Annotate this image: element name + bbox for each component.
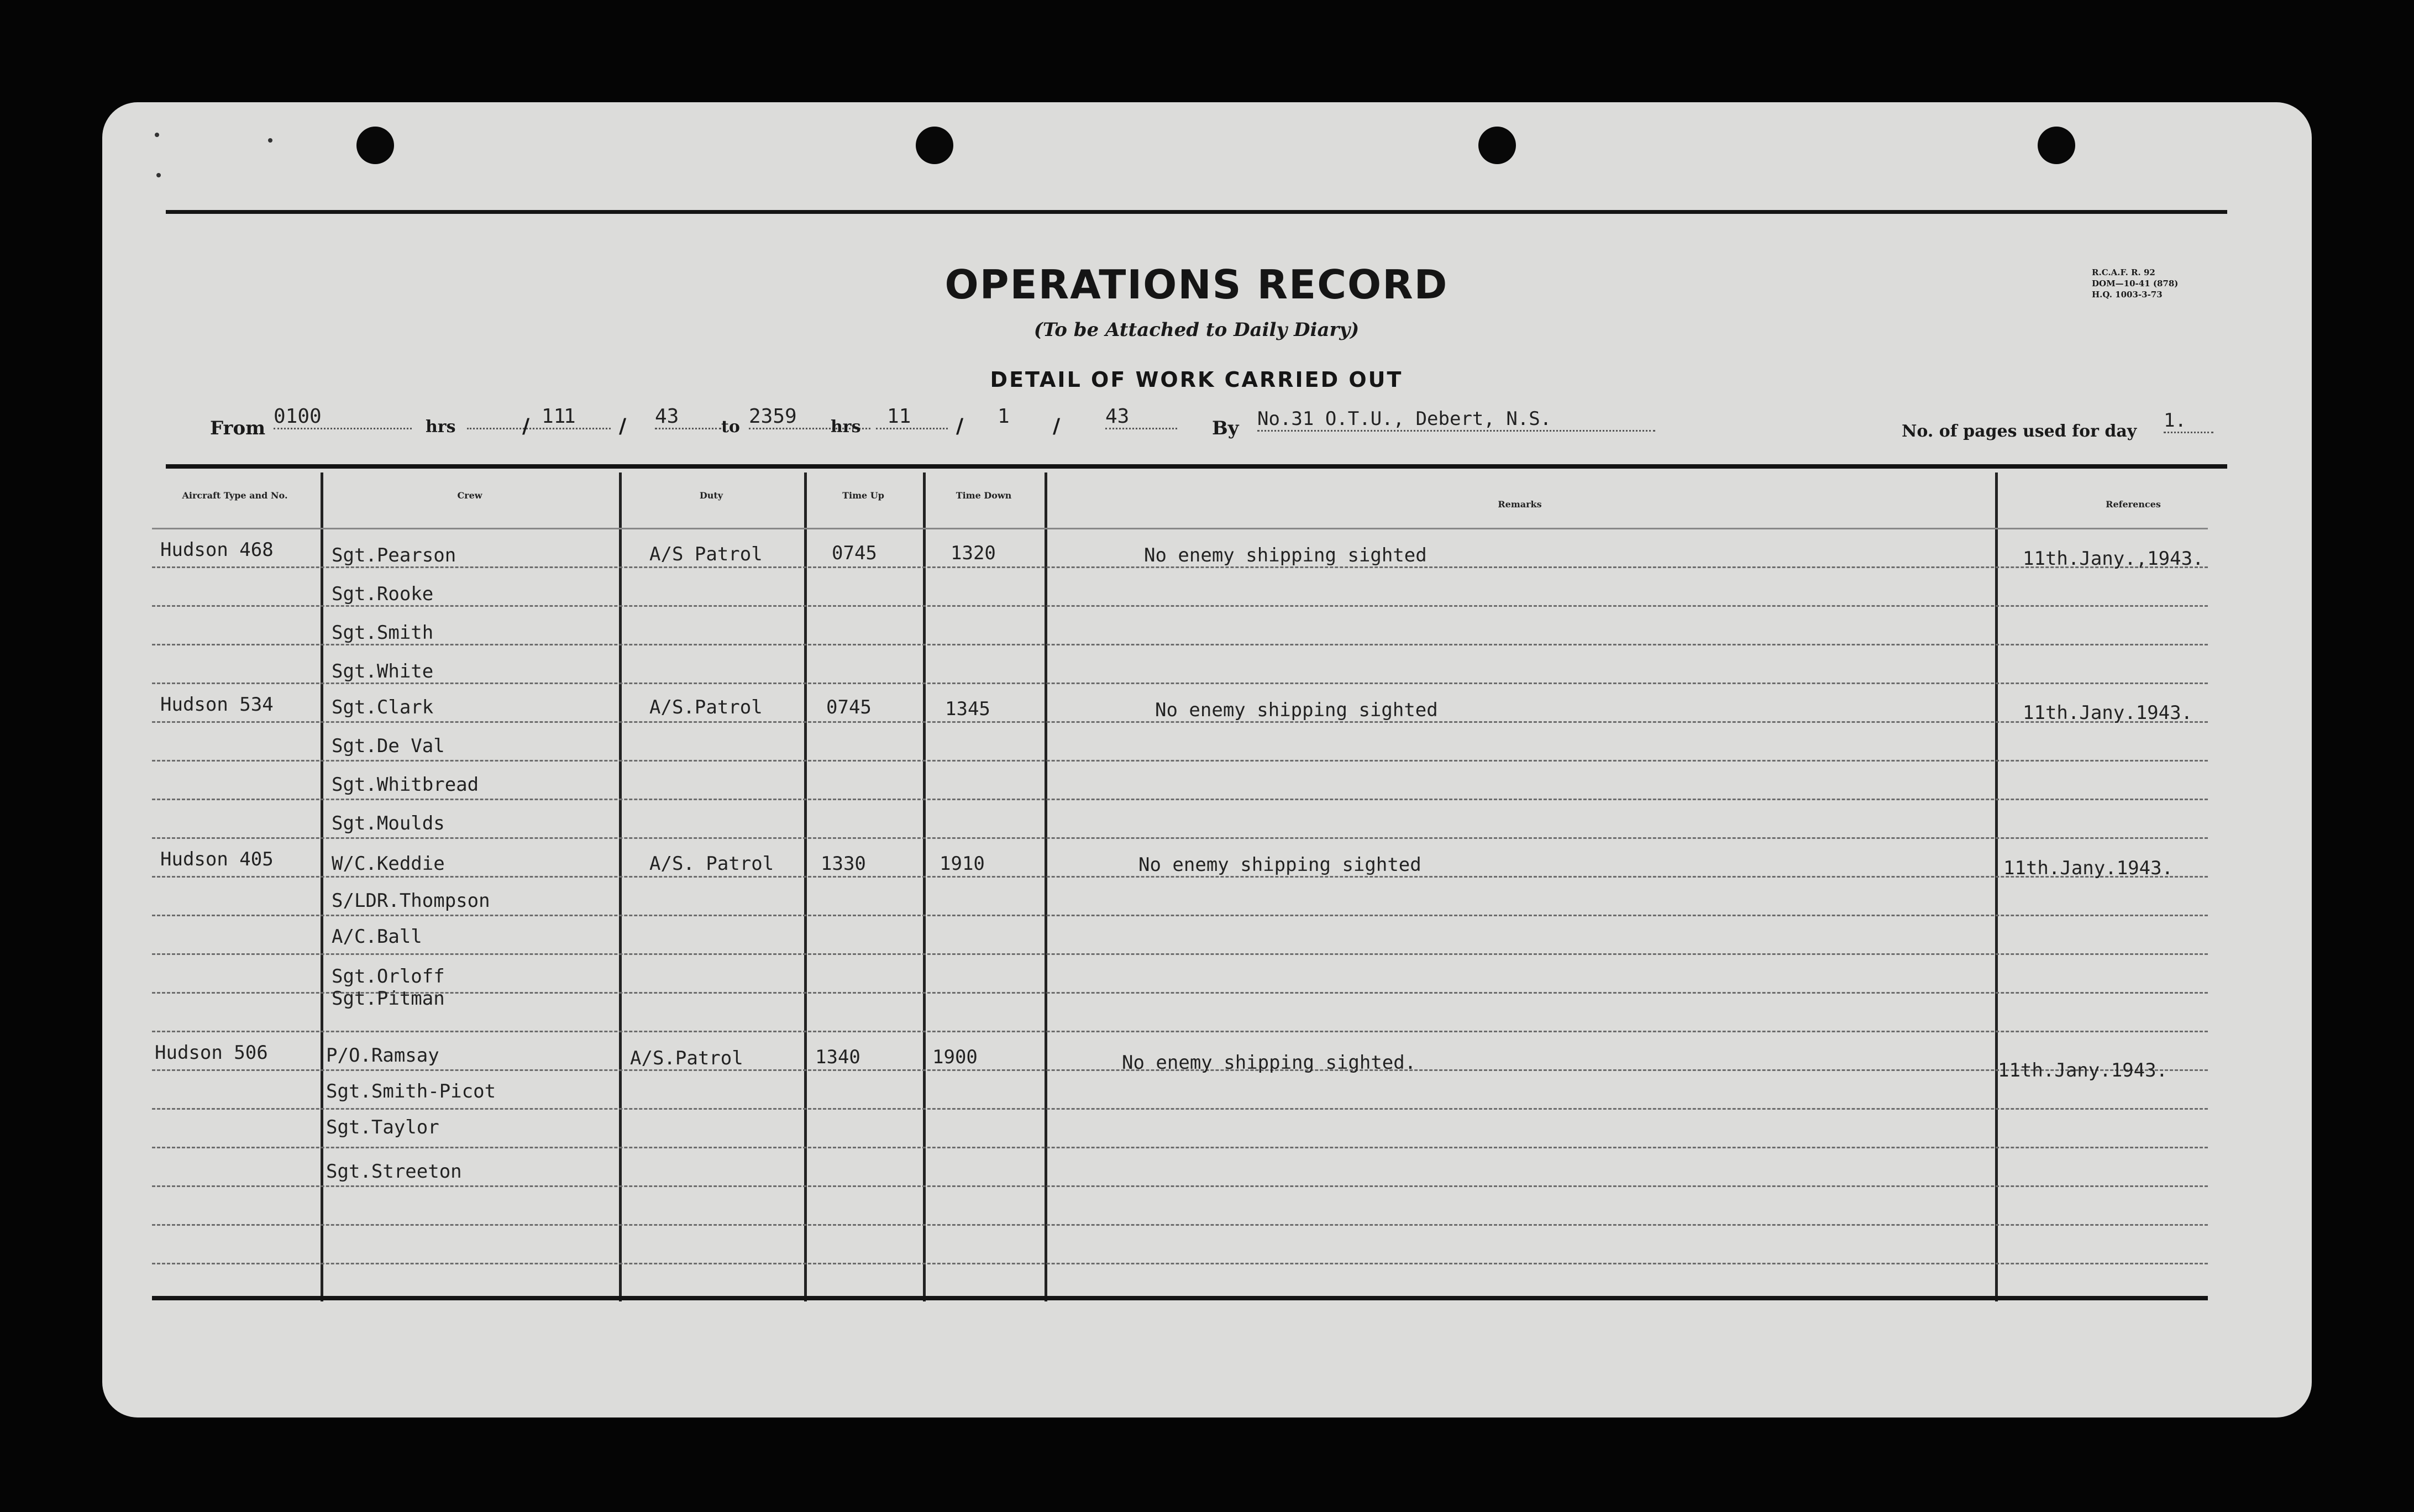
ruled-line (152, 953, 2208, 955)
punch-hole (1478, 127, 1516, 164)
ruled-line (152, 1263, 2208, 1264)
to-day-value: 11 (887, 405, 911, 428)
crew-member: Sgt.Taylor (326, 1116, 439, 1138)
from-month: 1 (564, 405, 576, 428)
aircraft-cell: Hudson 468 (160, 539, 274, 561)
duty-cell: A/S.Patrol (649, 696, 763, 718)
reference-cell: 11th.Jany.,1943. (2023, 548, 2204, 570)
ruled-line (152, 1185, 2208, 1187)
from-day (467, 405, 611, 429)
form-code (2092, 267, 2178, 300)
column-header-references: References (2106, 499, 2161, 510)
paper-speck (156, 173, 161, 177)
from-year: 43 (655, 405, 721, 429)
paper-speck (268, 138, 272, 143)
remarks-cell: No enemy shipping sighted (1138, 854, 1421, 876)
duty-cell: A/S.Patrol (630, 1047, 743, 1069)
from-time: 0100 (274, 405, 412, 429)
crew-member: Sgt.Whitbread (332, 774, 479, 796)
ruled-line (152, 1147, 2208, 1148)
time-up-cell: 0745 (826, 696, 872, 718)
time-up-cell: 1340 (815, 1046, 860, 1068)
header-divider (152, 528, 2208, 529)
crew-member: Sgt.Smith-Picot (326, 1080, 496, 1102)
form-code-line: H.Q. 1003-3-73 (2092, 290, 2163, 300)
bottom-rule (152, 1296, 2208, 1300)
column-header-time-up: Time Up (842, 490, 884, 501)
ruled-line (152, 992, 2208, 994)
aircraft-cell: Hudson 405 (160, 848, 274, 870)
duty-cell: A/S Patrol (649, 543, 763, 565)
ruled-line (152, 876, 2208, 878)
ruled-line (152, 1224, 2208, 1226)
remarks-cell: No enemy shipping sighted. (1122, 1052, 1416, 1074)
ruled-line (152, 837, 2208, 839)
to-year: 43 (1105, 405, 1177, 429)
ruled-line (152, 915, 2208, 916)
remarks-cell: No enemy shipping sighted (1144, 544, 1427, 566)
column-divider (321, 473, 323, 1301)
top-rule (166, 210, 2227, 214)
by-label: By (1212, 417, 1239, 439)
time-down-cell: 1345 (945, 698, 990, 720)
column-header-remarks: Remarks (1498, 499, 1542, 510)
column-header-aircraft: Aircraft Type and No. (182, 490, 288, 501)
ruled-line (152, 1031, 2208, 1032)
reference-cell: 11th.Jany.1943. (2023, 702, 2193, 724)
crew-member: Sgt.Moulds (332, 812, 445, 834)
ruled-line (152, 566, 2208, 568)
crew-member: A/C.Ball (332, 926, 422, 948)
slash: / (619, 414, 627, 438)
form-title: OPERATIONS RECORD (944, 261, 1449, 308)
ruled-line (152, 799, 2208, 800)
crew-member: P/O.Ramsay (326, 1044, 439, 1067)
from-day-value: 11 (542, 405, 566, 428)
crew-member: Sgt.Streeton (326, 1161, 462, 1183)
time-down-cell: 1900 (932, 1046, 978, 1068)
column-divider (804, 473, 807, 1301)
slash: / (956, 414, 964, 438)
crew-member: Sgt.Clark (332, 696, 434, 718)
crew-member: Sgt.Smith (332, 622, 434, 644)
slash: / (522, 414, 530, 438)
to-label: to (721, 417, 740, 437)
crew-member: Sgt.Orloff (332, 965, 445, 988)
aircraft-cell: Hudson 506 (155, 1042, 268, 1064)
by-value: No.31 O.T.U., Debert, N.S. (1257, 408, 1655, 432)
column-divider (1995, 473, 1998, 1301)
duty-cell: A/S. Patrol (649, 853, 774, 875)
from-label: From (210, 417, 266, 439)
crew-member: S/LDR.Thompson (332, 890, 490, 912)
to-day (876, 405, 948, 429)
aircraft-cell: Hudson 534 (160, 694, 274, 716)
column-divider (923, 473, 926, 1301)
time-up-cell: 1330 (821, 853, 866, 875)
slash: / (1053, 414, 1061, 438)
column-header-crew: Crew (457, 490, 482, 501)
punch-hole (916, 127, 953, 164)
time-down-cell: 1320 (951, 542, 996, 564)
ruled-line (152, 683, 2208, 684)
form-code-line: R.C.A.F. R. 92 (2092, 267, 2155, 277)
column-divider (619, 473, 622, 1301)
form-subtitle: (To be Attached to Daily Diary) (1033, 319, 1360, 341)
paper-speck (155, 133, 159, 137)
operations-record-card (102, 102, 2312, 1418)
time-down-cell: 1910 (940, 853, 985, 875)
crew-member: W/C.Keddie (332, 853, 445, 875)
column-header-duty: Duty (699, 490, 723, 501)
hrs-label: hrs (831, 417, 861, 437)
crew-member: Sgt.Pitman (332, 988, 445, 1010)
operations-table (152, 473, 2208, 1301)
column-divider (1045, 473, 1047, 1301)
time-up-cell: 0745 (832, 542, 877, 564)
to-month: 1 (998, 405, 1010, 428)
to-time: 2359 (749, 405, 870, 429)
crew-member: Sgt.Rooke (332, 583, 434, 605)
header-rule (166, 464, 2227, 469)
remarks-cell: No enemy shipping sighted (1155, 699, 1438, 721)
hrs-label: hrs (426, 417, 456, 437)
crew-member: Sgt.Pearson (332, 544, 456, 566)
punch-hole (2038, 127, 2075, 164)
crew-member: Sgt.De Val (332, 735, 445, 757)
pages-value: 1. (2164, 410, 2213, 433)
reference-cell: 11th.Jany.1943. (2003, 857, 2174, 879)
pages-label: No. of pages used for day (1902, 422, 2137, 441)
reference-cell: 11th.Jany.1943. (1998, 1059, 2168, 1082)
punch-hole (356, 127, 394, 164)
form-heading: DETAIL OF WORK CARRIED OUT (990, 368, 1403, 392)
ruled-line (152, 721, 2208, 723)
ruled-line (152, 644, 2208, 645)
ruled-line (152, 605, 2208, 607)
crew-member: Sgt.White (332, 660, 434, 683)
ruled-line (152, 1108, 2208, 1110)
ruled-line (152, 760, 2208, 762)
column-header-time-down: Time Down (956, 490, 1012, 501)
form-code-line: DOM—10-41 (878) (2092, 279, 2179, 288)
